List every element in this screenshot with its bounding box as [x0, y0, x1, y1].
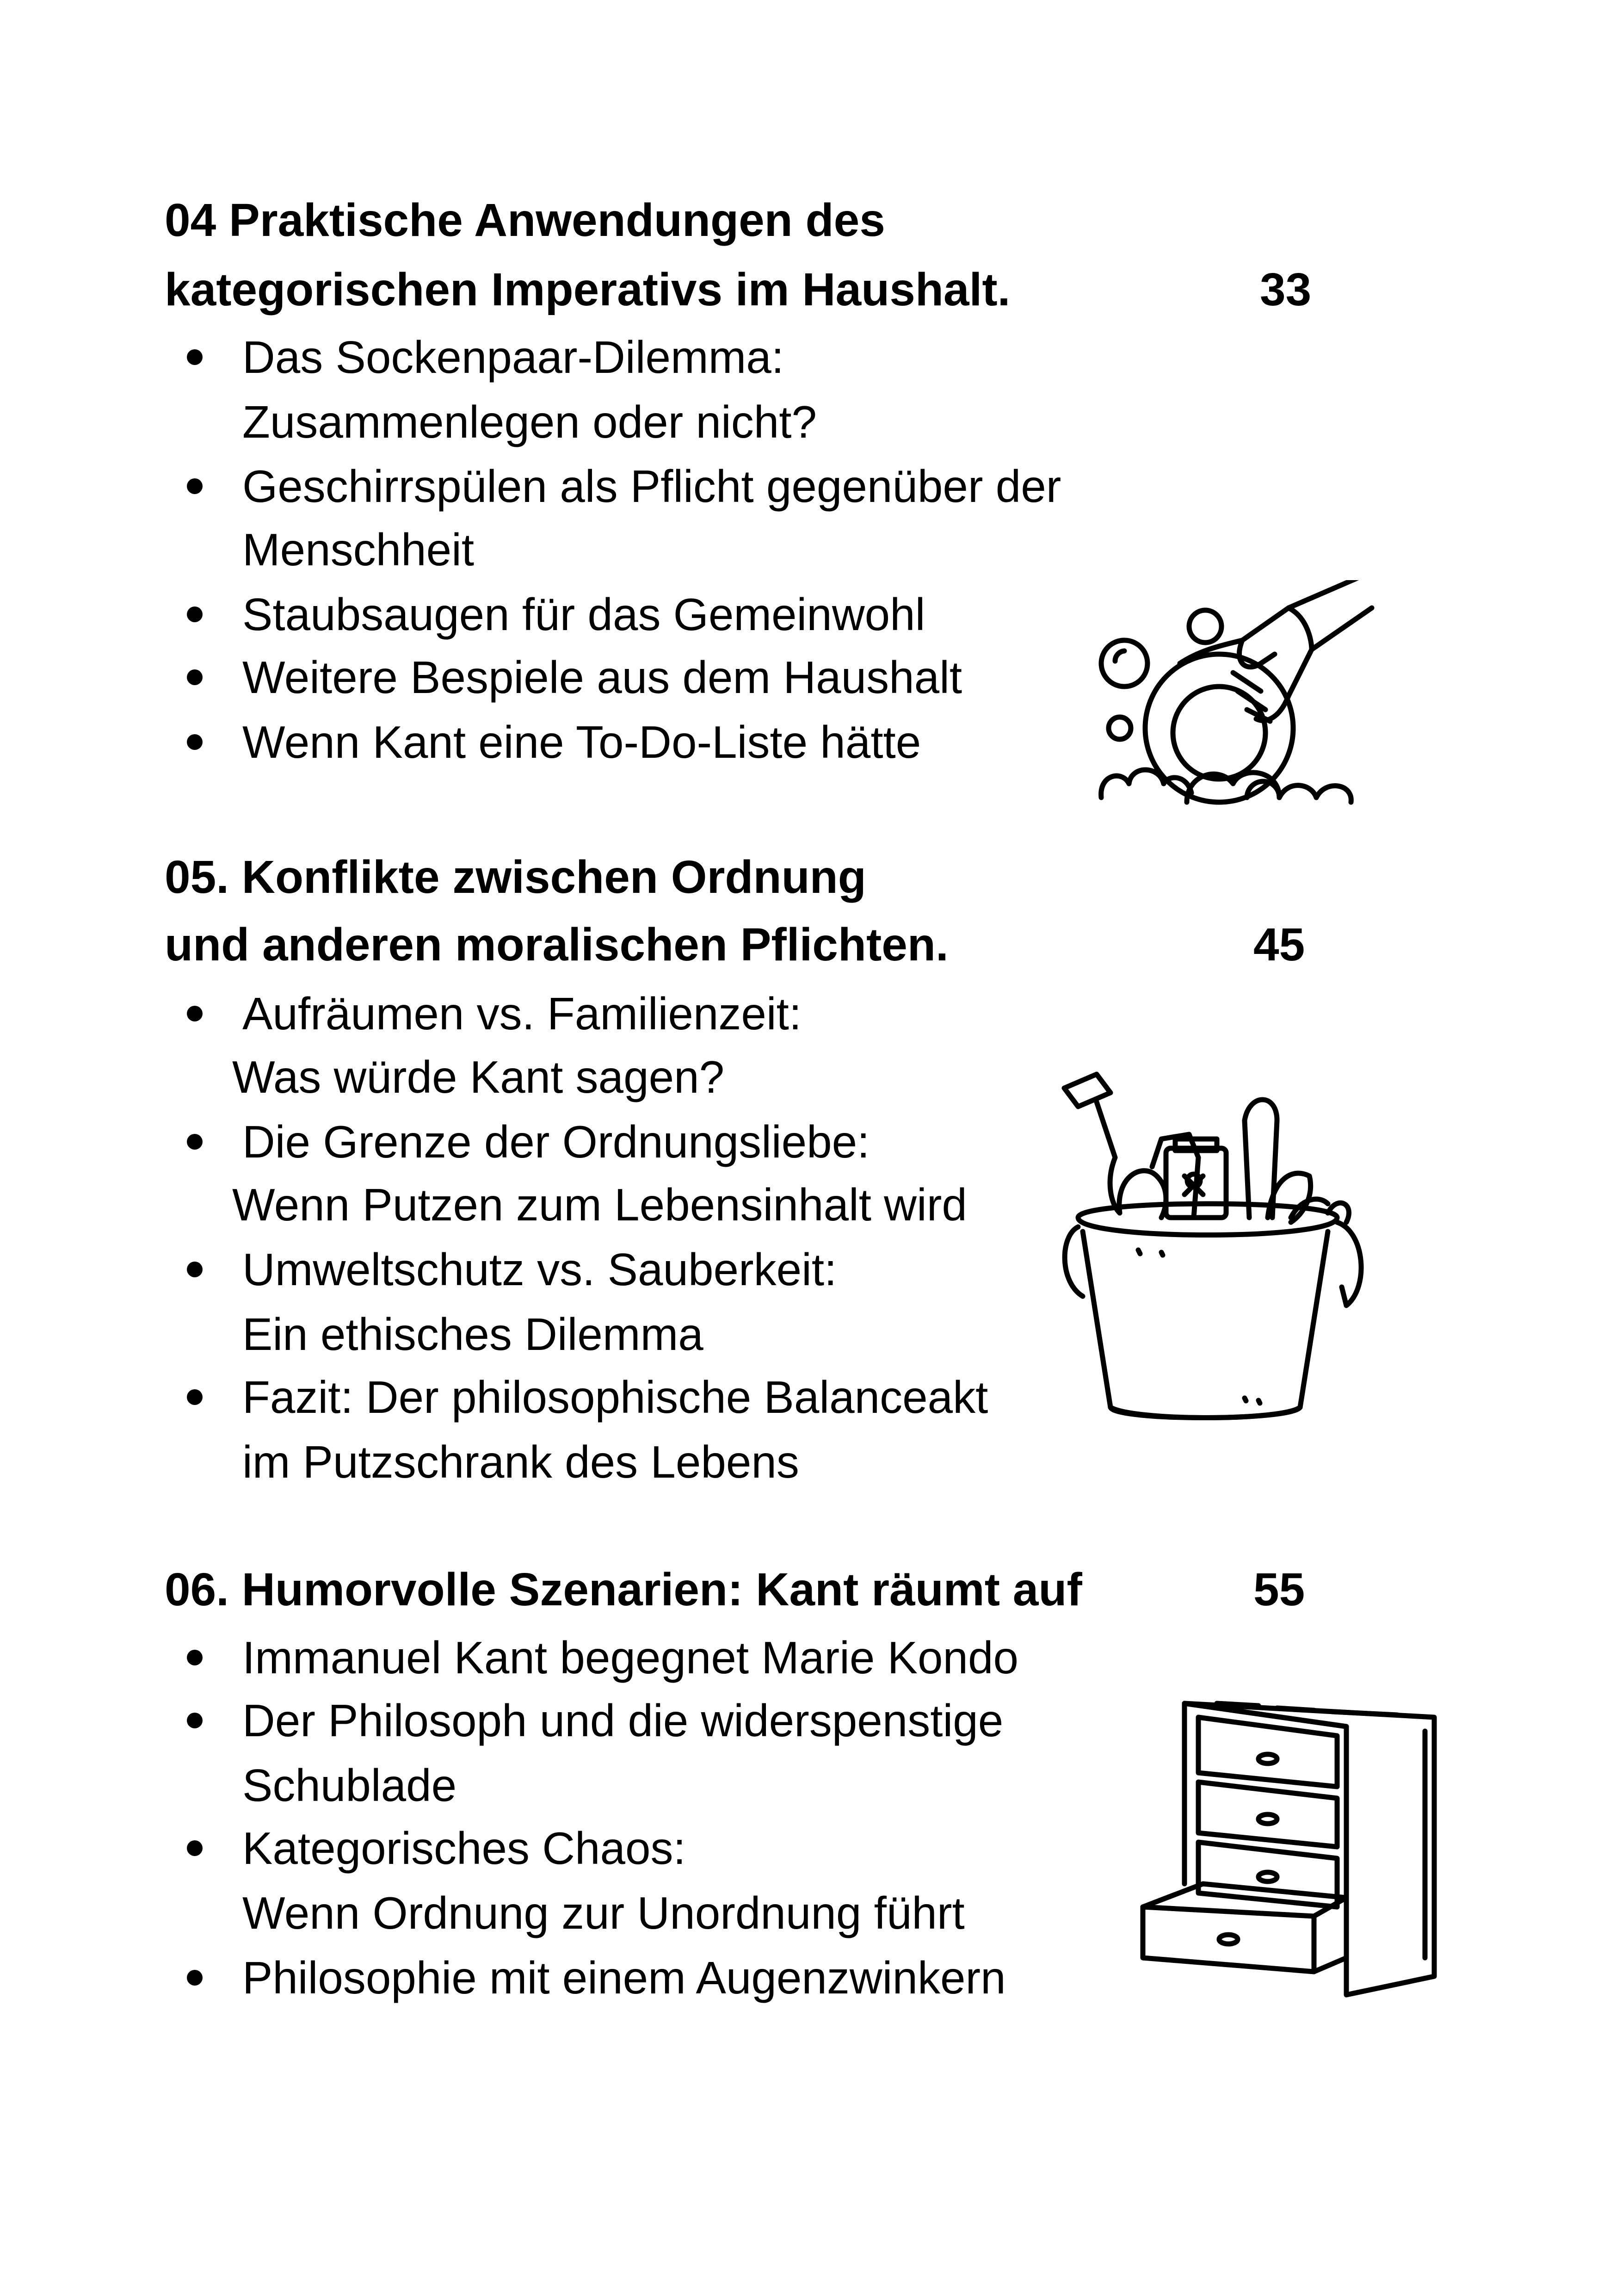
bullet-icon: [187, 1262, 203, 1277]
list-item-continuation: Ein ethisches Dilemma: [242, 1309, 703, 1360]
list-item: Kategorisches Chaos:: [242, 1823, 686, 1874]
bullet-icon: [187, 1970, 203, 1986]
bullet-icon: [187, 478, 203, 494]
list-item: Geschirrspülen als Pflicht gegenüber der: [242, 461, 1061, 512]
page-number: 55: [1253, 1564, 1305, 1615]
bullet-icon: [187, 606, 203, 622]
list-item: Aufräumen vs. Familienzeit:: [242, 988, 802, 1039]
list-item: Immanuel Kant begegnet Marie Kondo: [242, 1632, 1018, 1683]
list-item: Wenn Kant eine To-Do-Liste hätte: [242, 717, 921, 767]
section-title: kategorischen Imperativs im Haushalt.: [165, 264, 1011, 316]
page-number: 45: [1253, 919, 1305, 971]
list-item-continuation: Menschheit: [242, 524, 475, 575]
cleaning-bucket-icon: [1050, 1065, 1383, 1435]
list-item-continuation: Zusammenlegen oder nicht?: [242, 396, 817, 447]
list-item-continuation: im Putzschrank des Lebens: [242, 1436, 799, 1487]
bullet-icon: [187, 1389, 203, 1405]
page-number: 33: [1260, 264, 1312, 316]
list-item: Weitere Bespiele aus dem Haushalt: [242, 652, 962, 703]
list-item-continuation: Wenn Putzen zum Lebensinhalt wird: [232, 1179, 967, 1230]
list-item: Fazit: Der philosophische Balanceakt: [242, 1372, 988, 1423]
dishwashing-hand-icon: [1094, 580, 1381, 839]
bullet-icon: [187, 734, 203, 750]
section-title: 06. Humorvolle Szenarien: Kant räumt auf: [165, 1564, 1082, 1615]
bullet-icon: [187, 1134, 203, 1150]
bullet-icon: [187, 1713, 203, 1728]
list-item-continuation: Schublade: [242, 1760, 457, 1811]
bullet-icon: [187, 1840, 203, 1856]
list-item: Der Philosoph und die widerspenstige: [242, 1695, 1004, 1746]
section-title: 05. Konflikte zwischen Ordnung: [165, 851, 866, 903]
bullet-icon: [187, 1650, 203, 1665]
section-title: und anderen moralischen Pflichten.: [165, 919, 949, 971]
bullet-icon: [187, 1006, 203, 1021]
section-title: 04 Praktische Anwendungen des: [165, 194, 885, 246]
list-item-continuation: Was würde Kant sagen?: [232, 1052, 725, 1102]
chest-of-drawers-icon: [1138, 1690, 1443, 2004]
bullet-icon: [187, 349, 203, 365]
list-item: Umweltschutz vs. Sauberkeit:: [242, 1244, 837, 1295]
bullet-icon: [187, 669, 203, 685]
list-item: Die Grenze der Ordnungsliebe:: [242, 1116, 870, 1167]
list-item-continuation: Wenn Ordnung zur Unordnung führt: [242, 1888, 965, 1938]
list-item: Philosophie mit einem Augenzwinkern: [242, 1952, 1006, 2003]
list-item: Das Sockenpaar-Dilemma:: [242, 332, 784, 383]
list-item: Staubsaugen für das Gemeinwohl: [242, 589, 925, 640]
